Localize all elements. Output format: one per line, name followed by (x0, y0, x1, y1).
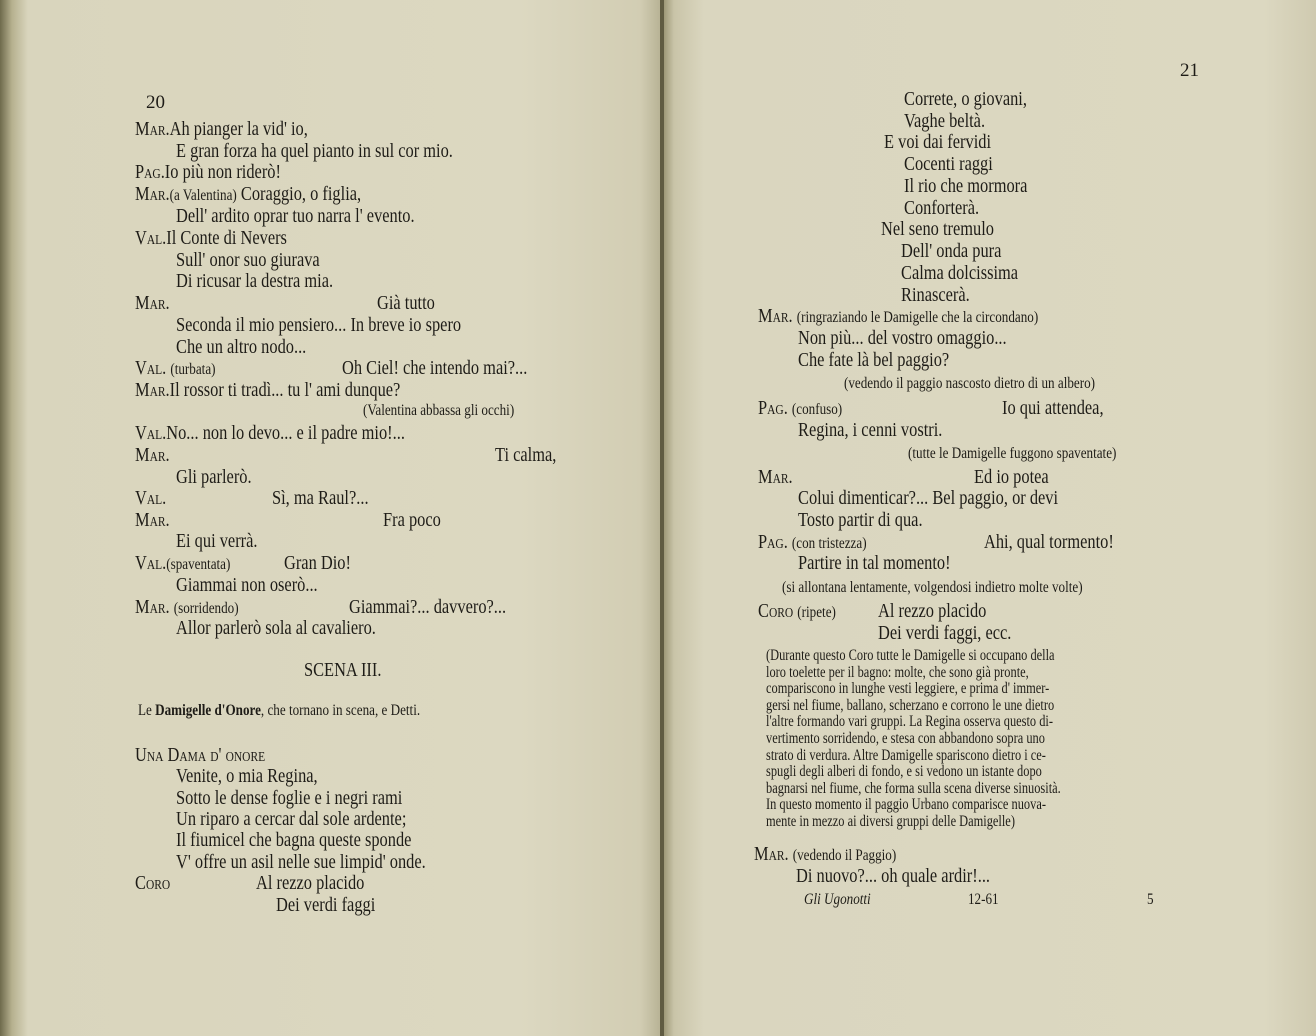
page-number: 20 (146, 92, 165, 113)
text-line: Gli parlerò. (176, 466, 252, 488)
text-line: Non più... del vostro omaggio... (798, 327, 1007, 349)
speaker-label: Mar. (135, 292, 170, 314)
stage-direction: (tutte le Damigelle fuggono spaventate) (908, 445, 1117, 462)
text-line: Venite, o mia Regina, (176, 765, 318, 787)
text-line: Mar.(a Valentina) Coraggio, o figlia, (135, 183, 362, 205)
text-line: Allor parlerò sola al cavaliero. (176, 617, 376, 639)
speaker-label: Val. (turbata) (135, 357, 216, 379)
text-line: Io qui attendea, (1002, 397, 1104, 419)
speaker-label: Mar. (758, 466, 793, 488)
text-line: Di nuovo?... oh quale ardir!... (796, 865, 991, 887)
stage-direction-block: (Durante questo Coro tutte le Damigelle si occupano della loro toelette per il bagno: molte, che sono già pronte, compariscono in lunghe vesti leggiere, e prima d' immer- gersi nel fiume, ballano, scherzano e corrono le une dietro l'altre formando vari gruppi. La Regina osserva questo di- vertimento sorridendo, e stesa con abbandono sopra uno strato di verdura. Altre Damigelle spariscono dietro i ce- spugli degli alberi di fondo, e si vedono un istante dopo bagnarsi nel fiume, che forma sulla scena diverse sinuosità. In questo momento il paggio Urbano comparisce nuova- mente in mezzo ai diversi gruppi delle Damigelle) (766, 647, 1061, 830)
text-line: Mar. (vedendo il Paggio) (754, 843, 897, 865)
text-line: Che un altro nodo... (176, 336, 307, 358)
speaker-label: Coro (ripete) (758, 600, 836, 622)
text-line: Nel seno tremulo (881, 218, 994, 240)
text-line: Tosto partir di qua. (798, 509, 923, 531)
text-line: Mar.Ah pianger la vid' io, (135, 118, 308, 140)
text-line: Sì, ma Raul?... (272, 487, 369, 509)
text-line: Il rio che mormora (904, 175, 1028, 197)
text-line: E voi dai fervidi (884, 131, 992, 153)
text-line: Colui dimenticar?... Bel paggio, or devi (798, 487, 1059, 509)
speaker-label: Mar. (sorridendo) (135, 596, 239, 618)
text-line: E gran forza ha quel pianto in sul cor mio. (176, 140, 453, 162)
text-line: V' offre un asil nelle sue limpid' onde. (176, 851, 426, 873)
stage-direction: (Valentina abbassa gli occhi) (363, 402, 515, 419)
scene-cast-line: Le Damigelle d'Onore, che tornano in scena, e Detti. (138, 702, 421, 719)
text-line: Ti calma, (495, 444, 557, 466)
text-line: Sotto le dense foglie e i negri rami (176, 787, 403, 809)
text-line: Dell' ardito oprar tuo narra l' evento. (176, 205, 415, 227)
speaker-label: Val.(spaventata) (135, 552, 231, 574)
speaker-label: Coro (135, 872, 171, 894)
text-line: Fra poco (383, 509, 441, 531)
text-line: Pag.Io più non riderò! (135, 161, 281, 183)
stage-direction: (si allontana lentamente, volgendosi indietro molte volte) (782, 579, 1083, 596)
speaker-label: Mar. (135, 444, 170, 466)
footer-title: Gli Ugonotti (804, 891, 871, 908)
text-line: Giammai non oserò... (176, 574, 318, 596)
text-line: Regina, i cenni vostri. (798, 419, 943, 441)
text-line: Il fiumicel che bagna queste sponde (176, 829, 412, 851)
speaker-label: Pag. (con tristezza) (758, 531, 867, 553)
text-line: Val.No... non lo devo... e il padre mio!... (135, 422, 405, 444)
footer-code: 12-61 (968, 891, 999, 908)
text-line: Giammai?... davvero?... (349, 596, 507, 618)
text-line: Al rezzo placido (878, 600, 987, 622)
text-line: Dei verdi faggi (276, 894, 376, 916)
text-line: Gran Dio! (284, 552, 351, 574)
text-line: Un riparo a cercar dal sole ardente; (176, 808, 407, 830)
right-page (664, 0, 1316, 1036)
text-line: Ed io potea (974, 466, 1049, 488)
text-line: Vaghe beltà. (904, 110, 986, 132)
text-line: Di ricusar la destra mia. (176, 270, 334, 292)
text-line: Partire in tal momento! (798, 552, 951, 574)
text-line: Seconda il mio pensiero... In breve io spero (176, 314, 462, 336)
signature-mark: 5 (1147, 891, 1154, 908)
speaker-label: Mar. (135, 509, 170, 531)
text-line: Correte, o giovani, (904, 88, 1027, 110)
text-line: Mar.Il rossor ti tradì... tu l' ami dunque? (135, 379, 401, 401)
text-line: Che fate là bel paggio? (798, 349, 950, 371)
speaker-label: Pag. (confuso) (758, 397, 843, 419)
text-line: Una Dama d' onore (135, 744, 266, 766)
text-line: Ei qui verrà. (176, 530, 258, 552)
text-line: Cocenti raggi (904, 153, 993, 175)
text-line: Già tutto (377, 292, 435, 314)
page-number: 21 (1180, 60, 1199, 81)
text-line: Conforterà. (904, 197, 980, 219)
text-line: Rinascerà. (901, 284, 970, 306)
text-line: Ahi, qual tormento! (984, 531, 1114, 553)
text-line: Dei verdi faggi, ecc. (878, 622, 1012, 644)
text-line: Val.Il Conte di Nevers (135, 227, 287, 249)
text-line: Oh Ciel! che intendo mai?... (342, 357, 528, 379)
text-line: Sull' onor suo giurava (176, 249, 320, 271)
speaker-label: Val. (135, 487, 167, 509)
text-line: Calma dolcissima (901, 262, 1019, 284)
stage-direction: (vedendo il paggio nascosto dietro di un albero) (844, 375, 1096, 392)
scene-heading: SCENA III. (304, 659, 382, 681)
text-line: Mar. (ringraziando le Damigelle che la circondano) (758, 305, 1039, 327)
text-line: Al rezzo placido (256, 872, 365, 894)
text-line: Dell' onda pura (901, 240, 1002, 262)
